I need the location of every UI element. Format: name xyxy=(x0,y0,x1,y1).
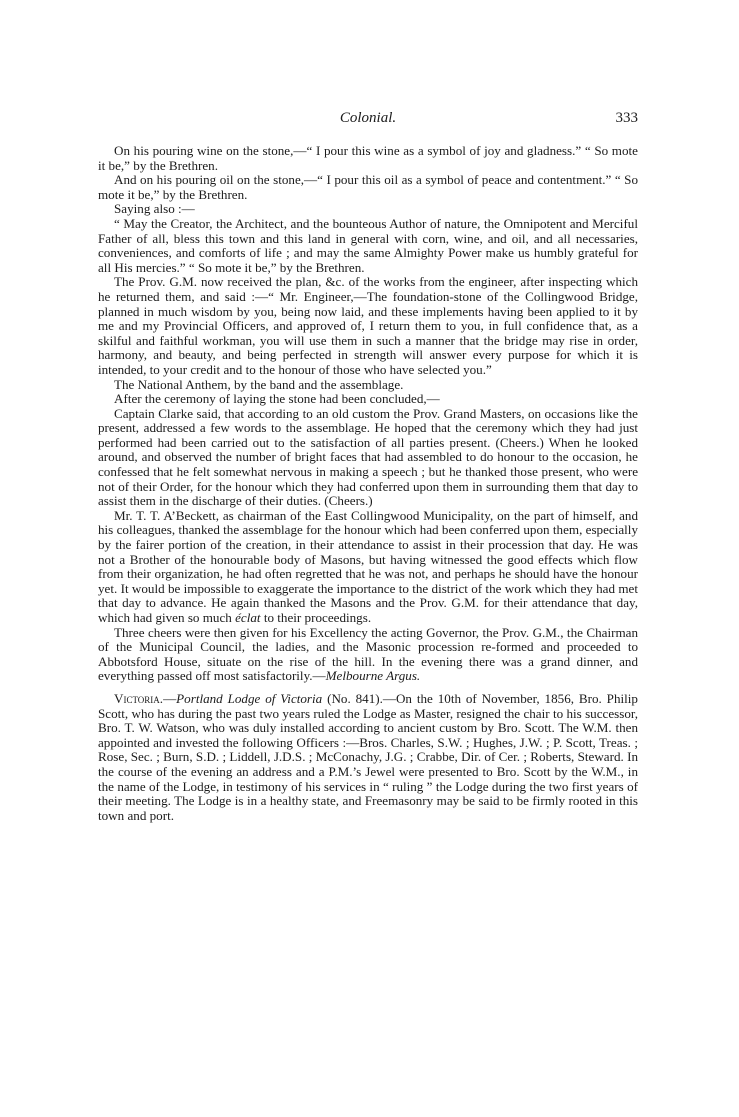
three-cheers-text: Three cheers were then given for his Excellency the acting Governor, the Prov. G.M., the Chairman of the Municipal Council, the ladies, and the Masonic procession re-formed and proceeded to Abbotsford House, situate on the rise of the hill. In the evening there was a grand dinner, and everything passed off most satisfactorily.— xyxy=(98,624,638,684)
running-title: Colonial. xyxy=(339,110,397,126)
lodge-name: Portland Lodge of Victoria xyxy=(176,690,323,706)
paragraph-prayer: “ May the Creator, the Architect, and the bounteous Author of nature, the Omnipotent and Merciful Father of all, bless this town and this land in general with corn, wine, and oil, and all necessaries, conveniences, and comforts of life ; and may the same Almighty Power make us humbly grateful for all His mercies.” “ So mote it be,” by the Brethren. xyxy=(98,215,638,275)
victoria-text: (No. 841).—On the 10th of November, 1856, Bro. Philip Scott, who has during the past two years ruled the Lodge as Master, resigned the chair to his successor, Bro. T. W. Watson, who was duly installed according to ancient custom by Bro. Scott. The W.M. then appointed and invested the following Officers :—Bros. Charles, S.W. ; Hughes, J.W. ; P. Scott, Treas. ; Rose, Sec. ; Burn, S.D. ; Liddell, J.D.S. ; McConachy, J.G. ; Crabbe, Dir. of Cer. ; Roberts, Steward. In the course of the evening an address and a P.M.’s Jewel were presented to Bro. Scott by the W.M., in the name of the Lodge, in testimony of his services in “ ruling ” the Lodge during the two first years of their meeting. The Lodge is in a healthy state, and Freemasonry may be said to be firmly rooted in this town and port. xyxy=(98,690,638,823)
paragraph-plan: The Prov. G.M. now received the plan, &c. of the works from the engineer, after inspecting which he returned them, and said :—“ Mr. Engineer,—The foundation-stone of the Collingwood Bridge, planned in much wisdom by you, being now laid, and these implements having been applied to it by me and my Provincial Officers, and approved of, I return them to you, in full confidence that, as a skilful and faithful workman, you will use them in such a manner that the bridge may rise in order, harmony, and beauty, and being perfected in strength will answer every purpose for which it is intended, to your credit and to the honour of those who have selected you.” xyxy=(98,274,638,377)
paragraph-victoria xyxy=(98,692,638,823)
paragraph-anthem: The National Anthem, by the band and the assemblage. xyxy=(114,376,404,392)
source-citation: Melbourne Argus. xyxy=(325,668,421,684)
abeckett-text: Mr. T. T. A’Beckett, as chairman of the East Collingwood Municipality, on the part of himself, and his colleagues, thanked the assemblage for the honour which had been conferred upon them, especially by the fairer portion of the creation, in their attendance to assist in their procession that day. He was not a Brother of the honourable body of Masons, but having witnessed the good effects which flow from their organization, he had often regretted that he was not, and perhaps he should have the honour yet. It would be impossible to exaggerate the importance to the district of the work which they had met that day to advance. He again thanked the Masons and the Prov. G.M. for their attendance that day, which had given so much xyxy=(98,507,638,625)
article-body xyxy=(98,144,638,823)
running-head xyxy=(98,108,638,134)
paragraph-three-cheers xyxy=(98,626,638,684)
victoria-dash: — xyxy=(163,690,177,706)
page xyxy=(98,108,638,823)
victoria-heading: Victoria. xyxy=(114,690,164,706)
paragraph-saying: Saying also :— xyxy=(114,201,195,217)
paragraph-oil: And on his pouring oil on the stone,—“ I pour this oil as a symbol of peace and contentment.” “ So mote it be,” by the Brethren. xyxy=(98,172,638,202)
paragraph-captain-clarke: Captain Clarke said, that according to an old custom the Prov. Grand Masters, on occasions like the present, addressed a few words to the assemblage. He hoped that the ceremony which they had just performed had been carried out to the satisfaction of all parties present. (Cheers.) When he looked around, and observed the number of bright faces that had assembled to do honour to the occasion, he confessed that he felt somewhat nervous in making a speech ; but he thanked those present, who were not of their Order, for the honour which they had conferred upon them in surrounding them that day to assist them in the discharge of their duties. (Cheers.) xyxy=(98,405,638,509)
eclat-word: éclat xyxy=(235,610,261,625)
paragraph-after-ceremony: After the ceremony of laying the stone had been concluded,— xyxy=(114,391,440,407)
abeckett-end: to their proceedings. xyxy=(260,610,372,625)
page-number: 333 xyxy=(615,110,638,126)
paragraph-wine: On his pouring wine on the stone,—“ I pour this wine as a symbol of joy and gladness.” “ So mote it be,” by the Brethren. xyxy=(98,143,638,173)
paragraph-abeckett xyxy=(98,509,638,626)
